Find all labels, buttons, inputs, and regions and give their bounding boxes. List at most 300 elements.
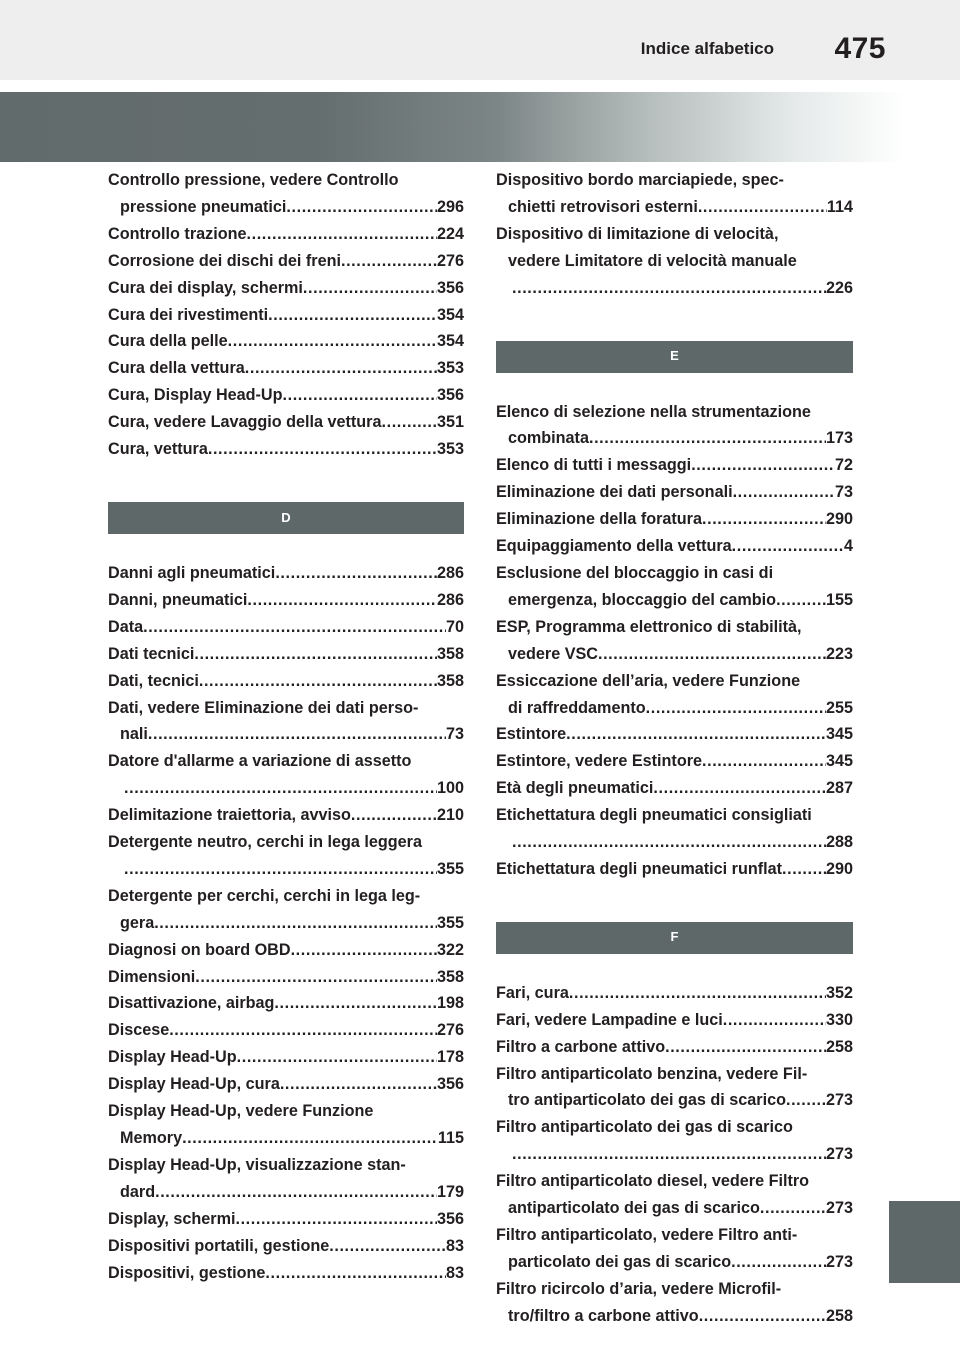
index-entry-line xyxy=(108,1071,464,1098)
index-entry-line xyxy=(496,399,853,426)
index-entry xyxy=(496,1034,853,1061)
index-entry-line xyxy=(108,668,464,695)
index-entry-page: 223 xyxy=(825,644,853,663)
dot-leader xyxy=(776,587,826,614)
index-entry xyxy=(108,614,464,641)
index-entry-page: 73 xyxy=(445,725,464,744)
index-entry-text: Cura della pelle xyxy=(108,332,228,351)
index-entry-text: Corrosione dei dischi dei freni xyxy=(108,251,341,270)
index-entry xyxy=(108,990,464,1017)
index-entry-text: Estintore, vedere Estintore xyxy=(496,752,703,771)
page-header-bar xyxy=(0,0,960,80)
index-entry-page: 115 xyxy=(437,1129,464,1147)
index-entry-page: 286 xyxy=(436,563,464,582)
index-entry-line xyxy=(108,614,464,641)
index-entry-line xyxy=(108,436,464,463)
index-entry-line xyxy=(496,721,853,748)
dot-leader xyxy=(228,328,437,355)
index-entry-text: Dispositivi, gestione xyxy=(108,1263,266,1282)
index-entry-page: 178 xyxy=(436,1048,464,1067)
index-entry-page: 273 xyxy=(825,1252,853,1271)
index-entry-page: 226 xyxy=(825,278,853,297)
index-entry-page: 83 xyxy=(445,1236,464,1255)
index-entry xyxy=(108,355,464,382)
dot-leader xyxy=(569,980,826,1007)
index-entry xyxy=(108,937,464,964)
index-entry xyxy=(108,302,464,329)
index-entry xyxy=(108,1044,464,1071)
index-entry-line xyxy=(108,1125,464,1152)
dot-leader xyxy=(148,721,446,748)
index-entry-text: Dati tecnici xyxy=(108,644,195,663)
header-title: Indice alfabetico xyxy=(640,39,774,58)
index-entry-page: 255 xyxy=(825,698,853,717)
index-entry-page: 100 xyxy=(436,779,464,798)
index-entry-page: 330 xyxy=(825,1010,853,1029)
dot-leader xyxy=(274,990,437,1017)
index-entry-line xyxy=(108,302,464,329)
index-entry-text: Filtro antiparticolato dei gas di scarico xyxy=(496,1118,793,1137)
dot-leader xyxy=(283,382,437,409)
index-entry-text: Cura dei rivestimenti xyxy=(108,305,269,324)
index-entry-page: 286 xyxy=(436,590,464,609)
index-entry xyxy=(496,980,853,1007)
index-entry xyxy=(496,167,853,221)
dot-leader xyxy=(598,641,826,668)
index-entry-text: di raffreddamento xyxy=(508,698,646,717)
index-entry-line xyxy=(496,1114,853,1141)
index-entry-line xyxy=(108,409,464,436)
index-entry xyxy=(108,802,464,829)
dot-leader xyxy=(702,748,826,775)
index-entry-text: particolato dei gas di scarico xyxy=(508,1252,732,1271)
index-entry-text: Filtro antiparticolato diesel, vedere Filtro xyxy=(496,1172,810,1191)
index-entry-text: Diagnosi on board OBD xyxy=(108,940,291,959)
index-entry-line xyxy=(496,1061,853,1088)
index-entry-text: Filtro a carbone attivo xyxy=(496,1037,666,1056)
index-entry xyxy=(108,1260,464,1287)
index-entry-text: Detergente neutro, cerchi in lega leggera xyxy=(108,833,422,852)
index-entry-page: 356 xyxy=(436,1075,464,1094)
dot-leader xyxy=(512,1141,826,1168)
index-entry-text: Cura, Display Head-Up xyxy=(108,386,283,405)
index-entry xyxy=(108,221,464,248)
index-entry xyxy=(496,721,853,748)
dot-leader xyxy=(665,1034,826,1061)
index-entry-line xyxy=(108,167,464,194)
index-entry-text: Display Head-Up, cura xyxy=(108,1075,280,1094)
index-entry-text: vedere VSC xyxy=(508,644,598,663)
index-entry-text: tro antiparticolato dei gas di scarico xyxy=(508,1091,786,1110)
index-entry-line xyxy=(108,721,464,748)
index-entry-page: 273 xyxy=(825,1091,853,1110)
dot-leader xyxy=(291,937,437,964)
index-entry-text: Cura, vettura xyxy=(108,440,208,459)
index-entry-line xyxy=(108,1206,464,1233)
dot-leader xyxy=(512,275,826,302)
index-entry-text: Cura dei display, schermi xyxy=(108,278,303,297)
index-entry-text: Discese xyxy=(108,1021,170,1040)
dot-leader xyxy=(351,802,437,829)
index-entry-line xyxy=(496,452,853,479)
dot-leader xyxy=(169,1017,437,1044)
index-entry xyxy=(108,328,464,355)
index-entry-text: tro/filtro a carbone attivo xyxy=(508,1306,699,1325)
index-entry xyxy=(496,1114,853,1168)
index-entry-page: 273 xyxy=(825,1145,853,1164)
dot-leader xyxy=(237,1044,437,1071)
index-entry-page: 276 xyxy=(436,251,464,270)
index-entry-text: Display, schermi xyxy=(108,1209,236,1228)
index-entry-text: Filtro antiparticolato, vedere Filtro anti- xyxy=(496,1226,798,1244)
dot-leader xyxy=(154,910,437,937)
index-entry xyxy=(496,533,853,560)
index-entry-text: Estintore xyxy=(496,725,567,744)
index-entry xyxy=(496,748,853,775)
index-entry-line xyxy=(108,382,464,409)
index-entry-text: Detergente per cerchi, cerchi in lega leg- xyxy=(108,886,421,905)
index-entry-line xyxy=(496,248,853,275)
dot-leader xyxy=(194,641,437,668)
index-entry-text: Disattivazione, airbag xyxy=(108,994,275,1013)
index-entry-line xyxy=(108,275,464,302)
index-entry xyxy=(108,1098,464,1152)
dot-leader xyxy=(124,856,437,883)
index-entry-page: 73 xyxy=(834,483,853,502)
thumb-index-tab xyxy=(889,1201,960,1283)
index-entry-page: 354 xyxy=(436,305,464,324)
index-entry-page: 198 xyxy=(436,994,464,1013)
index-entry xyxy=(108,167,464,221)
index-entry-text: Display Head-Up xyxy=(108,1048,237,1067)
page-number: 475 xyxy=(834,32,886,65)
index-entry xyxy=(496,1007,853,1034)
index-entry-line xyxy=(496,802,853,829)
dot-leader xyxy=(702,506,826,533)
index-entry-text: Dati, tecnici xyxy=(108,671,199,690)
index-entry-line xyxy=(496,775,853,802)
index-entry xyxy=(496,452,853,479)
index-entry xyxy=(108,641,464,668)
index-entry-page: 355 xyxy=(436,859,464,878)
index-entry-line xyxy=(108,856,464,883)
index-entry-line xyxy=(496,1087,853,1114)
index-entry-page: 273 xyxy=(825,1199,853,1218)
index-entry xyxy=(496,1276,853,1330)
index-entry xyxy=(108,275,464,302)
index-entry-line xyxy=(496,479,853,506)
index-entry xyxy=(108,964,464,991)
index-entry-page: 345 xyxy=(825,725,853,744)
dot-leader xyxy=(280,1071,437,1098)
index-entry-page: 224 xyxy=(436,224,464,243)
dot-leader xyxy=(699,1303,826,1330)
index-entry-page: 155 xyxy=(825,590,853,609)
dot-leader xyxy=(208,436,437,463)
dot-leader xyxy=(247,587,437,614)
index-entry-text: Esclusione del bloccaggio in casi di xyxy=(496,563,774,582)
index-entry xyxy=(108,1152,464,1206)
index-entry-page: 287 xyxy=(825,779,853,798)
index-entry-line xyxy=(496,614,853,641)
index-entry xyxy=(108,382,464,409)
dot-leader xyxy=(329,1233,446,1260)
index-entry-page: 70 xyxy=(445,617,464,636)
index-entry-page: 72 xyxy=(834,456,853,475)
index-entry-line xyxy=(108,910,464,937)
index-entry xyxy=(496,856,853,883)
index-entry-page: 296 xyxy=(436,197,464,216)
dot-leader xyxy=(732,533,844,560)
dot-leader xyxy=(235,1206,437,1233)
index-column-left xyxy=(108,167,464,1286)
index-entry xyxy=(496,775,853,802)
index-entry-line xyxy=(496,533,853,560)
index-entry-line xyxy=(108,1044,464,1071)
dot-leader xyxy=(286,194,437,221)
index-entry xyxy=(496,560,853,614)
index-entry-line xyxy=(496,1168,853,1195)
index-entry-line xyxy=(108,221,464,248)
dot-leader xyxy=(589,425,826,452)
index-entry-text: Controllo trazione xyxy=(108,224,247,243)
index-entry-line xyxy=(108,748,464,775)
index-entry-text: chietti retrovisori esterni xyxy=(508,197,698,216)
index-entry-text: Equipaggiamento della vettura xyxy=(496,537,732,556)
index-entry-text: Essiccazione dell’aria, vedere Funzione xyxy=(496,671,801,690)
index-entry-line xyxy=(496,1222,853,1249)
index-entry-text: Display Head-Up, visualizzazione stan- xyxy=(108,1155,406,1174)
index-entry xyxy=(108,436,464,463)
index-entry-text: gera xyxy=(120,913,155,932)
index-column-right xyxy=(496,167,853,1330)
dot-leader xyxy=(382,409,437,436)
index-entry xyxy=(496,1168,853,1222)
index-entry-line xyxy=(108,775,464,802)
index-entry-text: Cura della vettura xyxy=(108,359,245,378)
index-entry-page: 356 xyxy=(436,386,464,405)
index-entry-line xyxy=(108,641,464,668)
index-entry-text: ESP, Programma elettronico di stabilità, xyxy=(496,617,802,636)
index-entry-page: 345 xyxy=(825,752,853,771)
index-entry-text: Dispositivo bordo marciapiede, spec- xyxy=(496,171,784,189)
index-entry xyxy=(496,506,853,533)
index-entry-page: 210 xyxy=(436,806,464,825)
index-entry-line xyxy=(108,1260,464,1287)
index-entry-text: emergenza, bloccaggio del cambio xyxy=(508,590,777,609)
index-entry-line xyxy=(108,937,464,964)
index-entry xyxy=(496,1222,853,1276)
index-entry-page: 258 xyxy=(825,1306,853,1325)
index-entry-page: 276 xyxy=(436,1021,464,1040)
index-entry-text: Eliminazione dei dati personali xyxy=(496,483,733,502)
index-entry-line xyxy=(496,980,853,1007)
index-entry-page: 173 xyxy=(825,429,853,448)
index-entry-text: Fari, cura xyxy=(496,983,569,1002)
index-entry-line xyxy=(108,1098,464,1125)
index-entry-text: Cura, vedere Lavaggio della vettura xyxy=(108,413,382,432)
dot-leader xyxy=(143,614,446,641)
index-entry-line xyxy=(108,248,464,275)
index-entry-text: Danni, pneumatici xyxy=(108,590,248,609)
entry-group xyxy=(108,167,464,463)
index-entry-text: Elenco di selezione nella strumentazione xyxy=(496,402,811,421)
index-entry-text: Dati, vedere Eliminazione dei dati perso- xyxy=(108,698,419,717)
dot-leader xyxy=(653,775,826,802)
dot-leader xyxy=(195,964,437,991)
entry-group xyxy=(496,399,853,883)
index-entry xyxy=(108,560,464,587)
index-entry xyxy=(108,883,464,937)
index-entry-line xyxy=(496,506,853,533)
index-entry-line xyxy=(496,275,853,302)
index-entry-text: Elenco di tutti i messaggi xyxy=(496,456,692,475)
index-entry-line xyxy=(108,883,464,910)
index-entry-line xyxy=(496,1249,853,1276)
section-header-e: E xyxy=(496,341,853,373)
index-entry-line xyxy=(496,194,853,221)
index-entry-line xyxy=(108,1179,464,1206)
index-entry xyxy=(108,1233,464,1260)
dot-leader xyxy=(155,1179,437,1206)
index-entry-page: 322 xyxy=(436,940,464,959)
index-entry-text: dard xyxy=(120,1182,156,1201)
index-entry-text: antiparticolato dei gas di scarico xyxy=(508,1199,760,1218)
index-entry-text: Dispositivo di limitazione di velocità, xyxy=(496,224,779,243)
dot-leader xyxy=(199,668,437,695)
index-entry-line xyxy=(108,990,464,1017)
dot-leader xyxy=(786,1087,826,1114)
dot-leader xyxy=(247,221,437,248)
index-entry-line xyxy=(496,668,853,695)
index-entry-line xyxy=(108,355,464,382)
index-entry xyxy=(108,1071,464,1098)
index-entry-text: Filtro antiparticolato benzina, vedere Fil- xyxy=(496,1064,808,1083)
dot-leader xyxy=(124,775,437,802)
index-entry-line xyxy=(108,964,464,991)
index-entry-line xyxy=(496,641,853,668)
index-entry-line xyxy=(108,1017,464,1044)
index-entry-page: 258 xyxy=(825,1037,853,1056)
header-banner xyxy=(0,92,905,162)
index-entry xyxy=(108,587,464,614)
index-entry-line xyxy=(108,587,464,614)
dot-leader xyxy=(782,856,826,883)
index-entry-line xyxy=(108,1233,464,1260)
index-entry-page: 352 xyxy=(825,983,853,1002)
index-entry-text: Età degli pneumatici xyxy=(496,779,654,798)
index-entry-page: 353 xyxy=(436,359,464,378)
index-entry-line xyxy=(496,425,853,452)
index-entry-line xyxy=(496,1141,853,1168)
index-entry-text: Delimitazione traiettoria, avviso xyxy=(108,806,351,825)
index-entry-line xyxy=(496,1276,853,1303)
index-entry-text: Memory xyxy=(120,1129,183,1147)
index-entry-line xyxy=(496,1303,853,1330)
dot-leader xyxy=(245,355,437,382)
index-entry-line xyxy=(496,167,853,194)
index-entry-text: vedere Limitatore di velocità manuale xyxy=(508,251,797,270)
dot-leader xyxy=(303,275,437,302)
index-entry-page: 356 xyxy=(436,1209,464,1228)
dot-leader xyxy=(566,721,826,748)
dot-leader xyxy=(182,1125,438,1152)
index-entry xyxy=(496,668,853,722)
index-entry-line xyxy=(108,194,464,221)
index-entry-text: Filtro ricircolo d’aria, vedere Microfil- xyxy=(496,1279,782,1298)
index-entry-text: Controllo pressione, vedere Controllo xyxy=(108,171,399,189)
index-entry-page: 4 xyxy=(843,537,853,556)
index-entry-page: 354 xyxy=(436,332,464,351)
index-entry xyxy=(108,248,464,275)
index-entry-line xyxy=(496,587,853,614)
dot-leader xyxy=(760,1195,826,1222)
entry-group xyxy=(496,167,853,302)
dot-leader xyxy=(646,695,826,722)
index-entry-text: Dimensioni xyxy=(108,967,196,986)
index-entry-line xyxy=(496,221,853,248)
index-entry-text: combinata xyxy=(508,429,589,448)
index-entry-page: 356 xyxy=(436,278,464,297)
index-entry xyxy=(108,695,464,749)
index-entry xyxy=(108,409,464,436)
index-entry-text: Eliminazione della foratura xyxy=(496,510,702,529)
index-entry-line xyxy=(496,856,853,883)
index-entry-page: 353 xyxy=(436,440,464,459)
index-entry-line xyxy=(108,1152,464,1179)
index-entry-text: Display Head-Up, vedere Funzione xyxy=(108,1102,374,1121)
index-entry-page: 290 xyxy=(825,510,853,529)
index-entry-line xyxy=(108,802,464,829)
index-entry xyxy=(496,802,853,856)
index-entry xyxy=(108,668,464,695)
dot-leader xyxy=(723,1007,826,1034)
index-entry-page: 179 xyxy=(436,1182,464,1201)
dot-leader xyxy=(268,302,437,329)
index-entry xyxy=(108,748,464,802)
index-entry-line xyxy=(496,560,853,587)
index-entry-text: Etichettatura degli pneumatici consigliati xyxy=(496,806,812,825)
dot-leader xyxy=(341,248,437,275)
index-entry xyxy=(496,221,853,302)
index-entry-line xyxy=(496,1195,853,1222)
index-entry-text: Danni agli pneumatici xyxy=(108,563,276,582)
index-entry-text: nali xyxy=(120,725,148,744)
index-entry-page: 351 xyxy=(436,413,464,432)
entry-group xyxy=(108,560,464,1286)
dot-leader xyxy=(691,452,835,479)
index-entry-text: Datore d'allarme a variazione di assetto xyxy=(108,752,412,771)
index-entry xyxy=(108,1206,464,1233)
index-entry-page: 358 xyxy=(436,671,464,690)
index-entry-line xyxy=(496,1034,853,1061)
dot-leader xyxy=(698,194,827,221)
index-entry-line xyxy=(496,695,853,722)
index-entry-page: 288 xyxy=(825,833,853,852)
index-entry xyxy=(108,829,464,883)
index-entry xyxy=(496,1061,853,1115)
index-entry-line xyxy=(108,560,464,587)
index-entry-line xyxy=(496,1007,853,1034)
index-entry-line xyxy=(496,829,853,856)
index-entry-page: 83 xyxy=(445,1263,464,1282)
index-entry-text: Etichettatura degli pneumatici runflat xyxy=(496,859,783,878)
dot-leader xyxy=(265,1260,446,1287)
index-entry-text: Data xyxy=(108,617,144,636)
index-entry-line xyxy=(108,695,464,722)
dot-leader xyxy=(275,560,437,587)
section-header-f: F xyxy=(496,922,853,954)
